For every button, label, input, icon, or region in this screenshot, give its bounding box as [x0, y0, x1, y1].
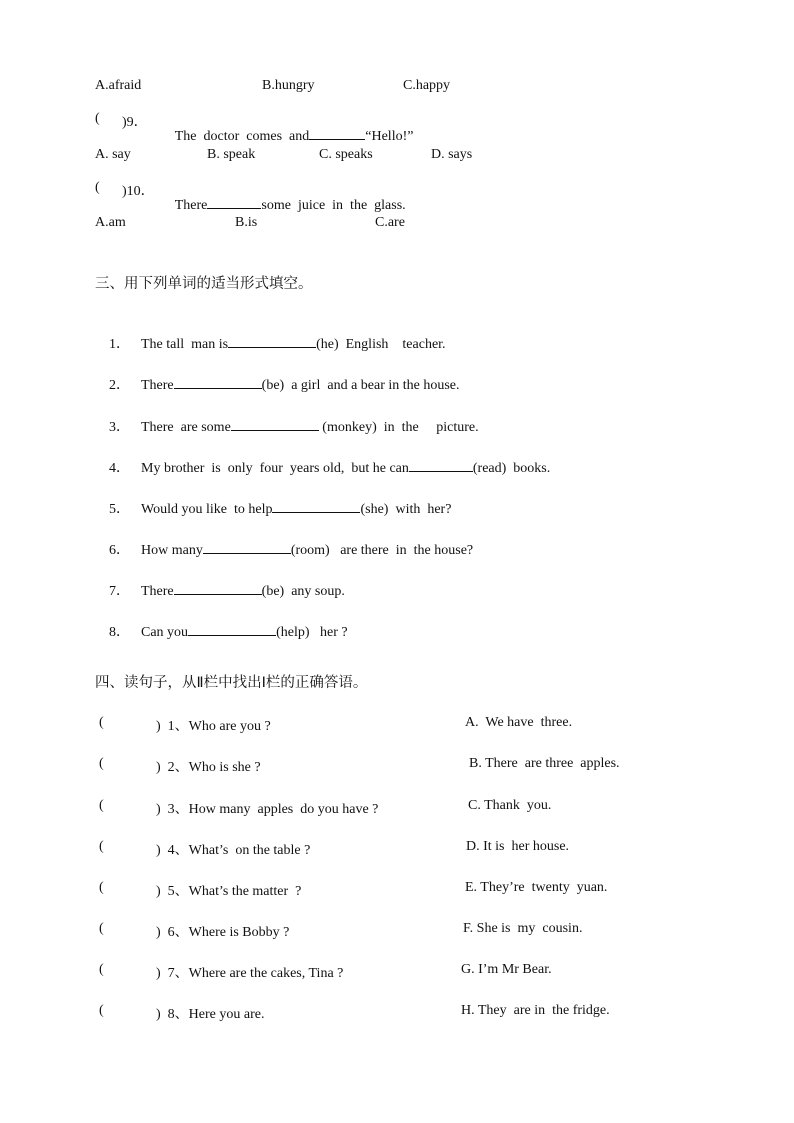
fill-blank[interactable] — [231, 418, 319, 431]
q10-option-a: A.am — [95, 215, 126, 230]
item-text-after: (be) a girl and a bear in the house. — [261, 378, 460, 393]
question-item: ) 6、Where is Bobby ? — [156, 925, 290, 940]
item-number: 5． — [109, 502, 130, 517]
item-number: 8． — [109, 625, 130, 640]
item-text-after: (he) English teacher. — [316, 337, 446, 352]
section3-heading: 三、用下列单词的适当形式填空。 — [95, 276, 313, 292]
question-item: ) 4、What’s on the table ? — [156, 843, 311, 858]
question-item: ) 1、Who are you ? — [156, 719, 271, 734]
q9-paren-close: )9． — [122, 115, 148, 130]
q9-option-b: B. speak — [207, 147, 256, 162]
fill-blank[interactable] — [228, 335, 316, 348]
item-text-after: (be) any soup. — [261, 584, 345, 599]
q8-option-b: B.hungry — [262, 78, 315, 93]
item-text-before: The tall man is — [141, 337, 229, 352]
item-text-before: How many — [141, 543, 203, 558]
answer-item: H. They are in the fridge. — [461, 1003, 610, 1018]
q9-option-a: A. say — [95, 147, 131, 162]
item-text-before: There — [141, 584, 174, 599]
item-text-before: Can you — [141, 625, 189, 640]
q9-option-d: D. says — [431, 147, 473, 162]
answer-paren[interactable]: ( — [99, 880, 104, 895]
item-number: 2． — [109, 378, 130, 393]
q10-answer-blank[interactable] — [207, 196, 261, 209]
q10-text-before: There — [174, 198, 208, 213]
item-number: 4． — [109, 461, 130, 476]
answer-paren[interactable]: ( — [99, 1003, 104, 1018]
item-text-after: (help) her ? — [276, 625, 348, 640]
answer-item: D. It is her house. — [466, 839, 570, 854]
answer-item: A. We have three. — [465, 715, 573, 730]
answer-item: G. I’m Mr Bear. — [461, 962, 552, 977]
fill-blank[interactable] — [409, 459, 473, 472]
item-text-after: (room) are there in the house? — [290, 543, 474, 558]
question-item: ) 7、Where are the cakes, Tina ? — [156, 966, 344, 981]
answer-item: B. There are three apples. — [469, 756, 620, 771]
q9-option-c: C. speaks — [319, 147, 373, 162]
fill-blank[interactable] — [174, 376, 262, 389]
fill-blank[interactable] — [188, 623, 276, 636]
q10-paren-open: ( — [95, 180, 100, 195]
q10-option-b: B.is — [235, 215, 258, 230]
list-item — [95, 605, 348, 660]
item-number: 6． — [109, 543, 130, 558]
q10-option-c: C.are — [375, 215, 405, 230]
item-text-after: (monkey) in the picture. — [318, 420, 479, 435]
answer-paren[interactable]: ( — [99, 921, 104, 936]
item-text-before: My brother is only four years old, but he can — [141, 461, 409, 476]
question-item: ) 5、What’s the matter ? — [156, 884, 302, 899]
q9-text-before: The doctor comes and — [174, 129, 310, 144]
answer-item: F. She is my cousin. — [463, 921, 583, 936]
answer-paren[interactable]: ( — [99, 962, 104, 977]
q10-paren-close: )10． — [122, 184, 155, 199]
q8-option-c: C.happy — [403, 78, 451, 93]
answer-paren[interactable]: ( — [99, 839, 104, 854]
answer-paren[interactable]: ( — [99, 756, 104, 771]
item-text-before: There — [141, 378, 174, 393]
item-number: 1． — [109, 337, 130, 352]
item-text-before: Would you like to help — [141, 502, 273, 517]
q8-option-a: A.afraid — [95, 78, 142, 93]
answer-paren[interactable]: ( — [99, 798, 104, 813]
question-item: ) 2、Who is she ? — [156, 760, 261, 775]
q9-paren-open: ( — [95, 111, 100, 126]
fill-blank[interactable] — [272, 500, 360, 513]
item-number: 3． — [109, 420, 130, 435]
q9-answer-blank[interactable] — [309, 127, 365, 140]
item-text-before: There are some — [141, 420, 231, 435]
q10-text-after: some juice in the glass. — [261, 198, 406, 213]
item-text-after: (read) books. — [472, 461, 551, 476]
answer-paren[interactable]: ( — [99, 715, 104, 730]
answer-item: E. They’re twenty yuan. — [465, 880, 608, 895]
question-item: ) 3、How many apples do you have ? — [156, 802, 379, 817]
fill-blank[interactable] — [203, 541, 291, 554]
fill-blank[interactable] — [174, 582, 262, 595]
q9-text-after: “Hello!” — [365, 129, 414, 144]
question-item: ) 8、Here you are. — [156, 1007, 265, 1022]
item-text-after: (she) with her? — [360, 502, 452, 517]
item-number: 7． — [109, 584, 130, 599]
answer-item: C. Thank you. — [468, 798, 552, 813]
section4-heading: 四、读句子，从Ⅱ栏中找出Ⅰ栏的正确答语。 — [95, 675, 368, 691]
